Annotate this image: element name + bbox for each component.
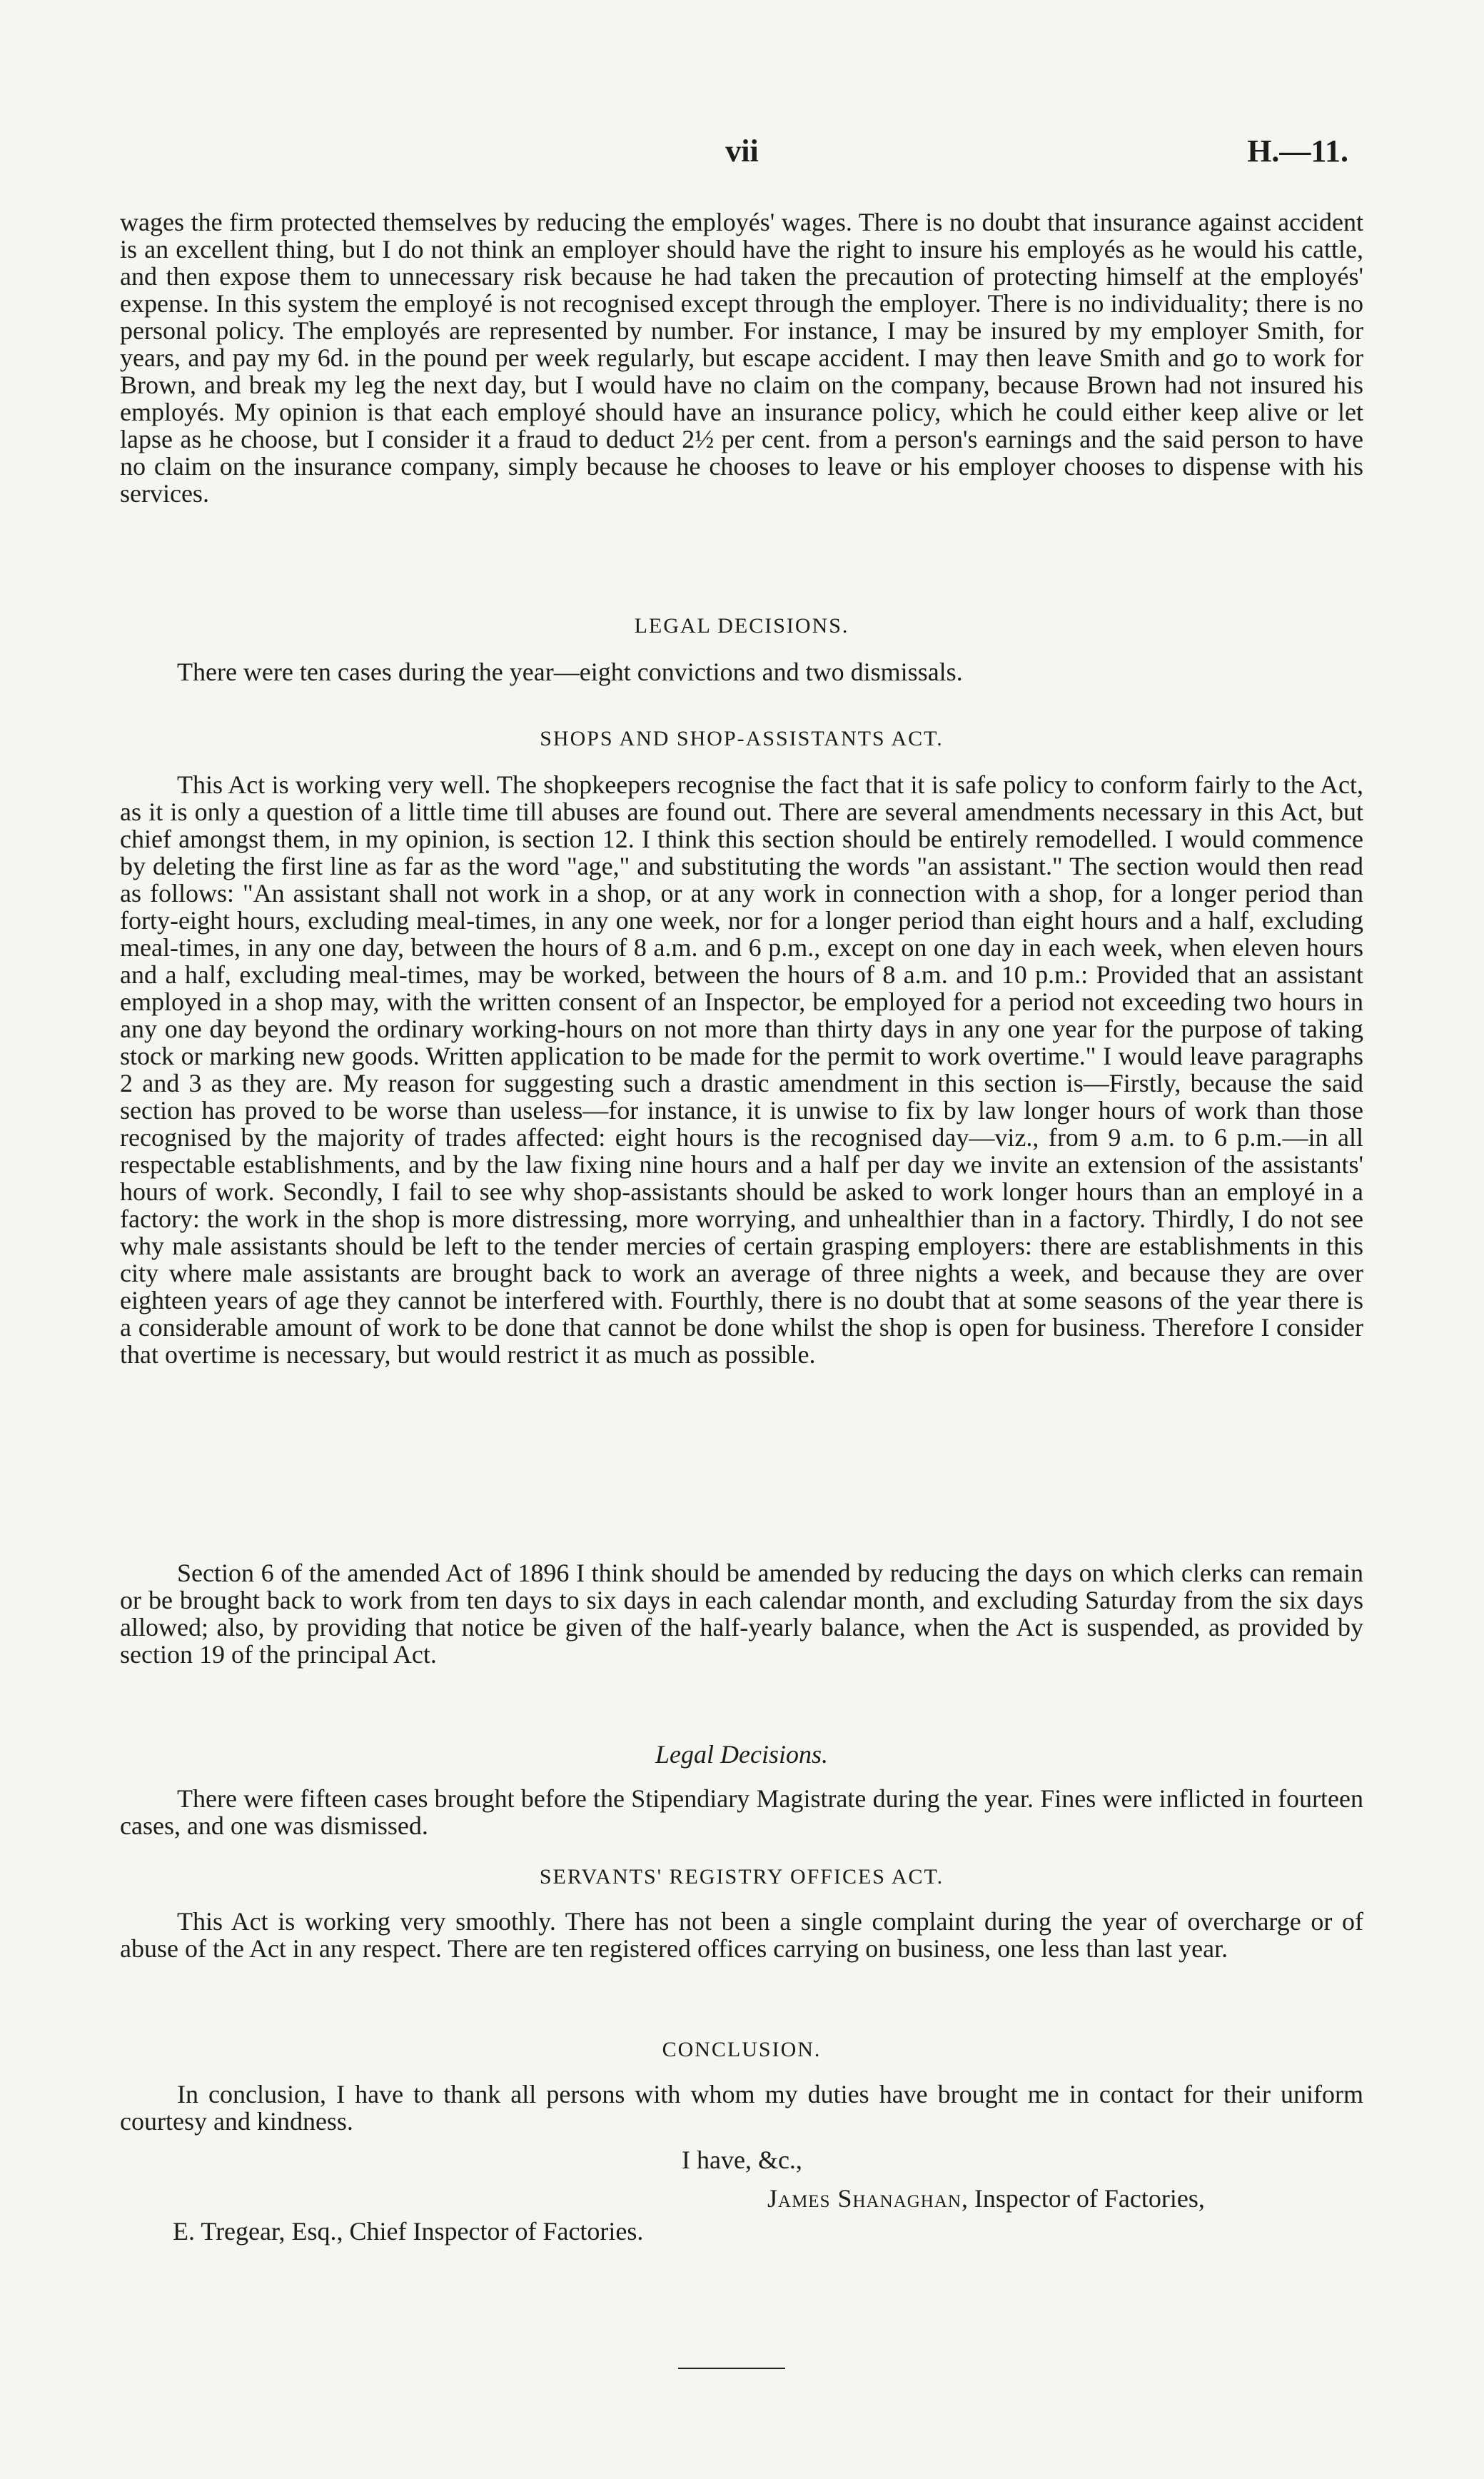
signatory-title: , Inspector of Factories,: [961, 2184, 1205, 2213]
section-heading-legal-decisions: LEGAL DECISIONS.: [634, 614, 849, 638]
page-number: vii: [725, 134, 759, 169]
body-paragraph: This Act is working very well. The shopkeepers recognise the fact that it is safe policy to conform fairly to the Act, as it is only a question of a little time till abuses are found out. There are several amendments necessary in this Act, but chief amongst them, in my opinion, is section 12. I think this section should be entirely remodelled. I would commence by deleting the first line as far as the word "age," and substituting the words "an assistant." The section would then read as follows: "An assistant shall not work in a shop, or at any work in connection with a shop, for a longer period than forty-eight hours, excluding meal-times, in any one week, nor for a longer period than eight hours and a half, excluding meal-times, in any one day, between the hours of 8 a.m. and 6 p.m., except on one day in each week, when eleven hours and a half, excluding meal-times, may be worked, between the hours of 8 a.m. and 10 p.m.: Provided that an assistant employed in a shop may, with the written consent of an Inspector, be employed for a period not exceeding two hours in any one day beyond the ordinary working-hours on not more than thirty days in any one year for the purpose of taking stock or marking new goods. Written application to be made for the permit to work overtime." I would leave paragraphs 2 and 3 as they are. My reason for suggesting such a drastic amendment in this section is—Firstly, because the said section has proved to be worse than useless—for instance, it is unwise to fix by law longer hours of work than those recognised by the majority of trades affected: eight hours is the recognised day—viz., from 9 a.m. to 6 p.m.—in all respectable establishments, and by the law fixing nine hours and a half per day we invite an extension of the assistants' hours of work. Secondly, I fail to see why shop-assistants should be asked to work longer hours than an employé in a factory: the work in the shop is more distressing, more worrying, and unhealthier than in a factory. Thirdly, I do not see why male assistants should be left to the tender mercies of certain grasping employers: there are establishments in this city where male assistants are brought back to work an average of three nights a week, and because they are over eighteen years of age they cannot be interfered with. Fourthly, there is no doubt that at some seasons of the year there is a considerable amount of work to be done that cannot be done whilst the shop is open for business. Therefore I consider that overtime is necessary, but would restrict it as much as possible.: [120, 770, 1363, 1369]
closing-line: I have, &c.,: [682, 2146, 802, 2174]
section-heading-conclusion: CONCLUSION.: [662, 2038, 822, 2061]
addressee: E. Tregear, Esq., Chief Inspector of Factories.: [173, 2217, 644, 2246]
signature-block: [767, 2183, 1205, 2213]
closing-rule: [678, 2368, 785, 2369]
body-paragraph: There were fifteen cases brought before the Stipendiary Magistrate during the year. Fines were inflicted in fourteen cases, and one was dismissed.: [120, 1784, 1363, 1840]
signatory-name: James Shanaghan: [767, 2184, 961, 2213]
body-paragraph: There were ten cases during the year—eight convictions and two dismissals.: [177, 658, 963, 686]
subheading-legal-decisions: Legal Decisions.: [655, 1740, 828, 1769]
body-paragraph: This Act is working very smoothly. There has not been a single complaint during the year of overcharge or of abuse of the Act in any respect. There are ten registered offices carrying on business, one less than last year.: [120, 1907, 1363, 1963]
body-paragraph: wages the firm protected themselves by reducing the employés' wages. There is no doubt that insurance against accident is an excellent thing, but I do not think an employer should have the right to insure his employés as he would his cattle, and then expose them to unnecessary risk because he had taken the precaution of protecting himself at the employés' expense. In this system the employé is not recognised except through the employer. There is no individuality; there is no personal policy. The employés are represented by number. For instance, I may be insured by my employer Smith, for years, and pay my 6d. in the pound per week regularly, but escape accident. I may then leave Smith and go to work for Brown, and break my leg the next day, but I would have no claim on the company, because Brown had not insured his employés. My opinion is that each employé should have an insurance policy, which he could either keep alive or let lapse as he choose, but I consider it a fraud to deduct 2½ per cent. from a person's earnings and the said person to have no claim on the insurance company, simply because he chooses to leave or his employer chooses to dispense with his services.: [120, 208, 1363, 508]
section-heading-shops-act: SHOPS AND SHOP-ASSISTANTS ACT.: [540, 727, 944, 750]
body-paragraph: In conclusion, I have to thank all persons with whom my duties have brought me in contact for their uniform courtesy and kindness.: [120, 2080, 1363, 2136]
document-reference: H.—11.: [1247, 134, 1348, 169]
section-heading-servants-act: SERVANTS' REGISTRY OFFICES ACT.: [539, 1865, 944, 1889]
body-paragraph: Section 6 of the amended Act of 1896 I think should be amended by reducing the days on which clerks can remain or be brought back to work from ten days to six days in each calendar month, and excluding Saturday from the six days allowed; also, by providing that notice be given of the half-yearly balance, when the Act is suspended, as provided by section 19 of the principal Act.: [120, 1559, 1363, 1669]
